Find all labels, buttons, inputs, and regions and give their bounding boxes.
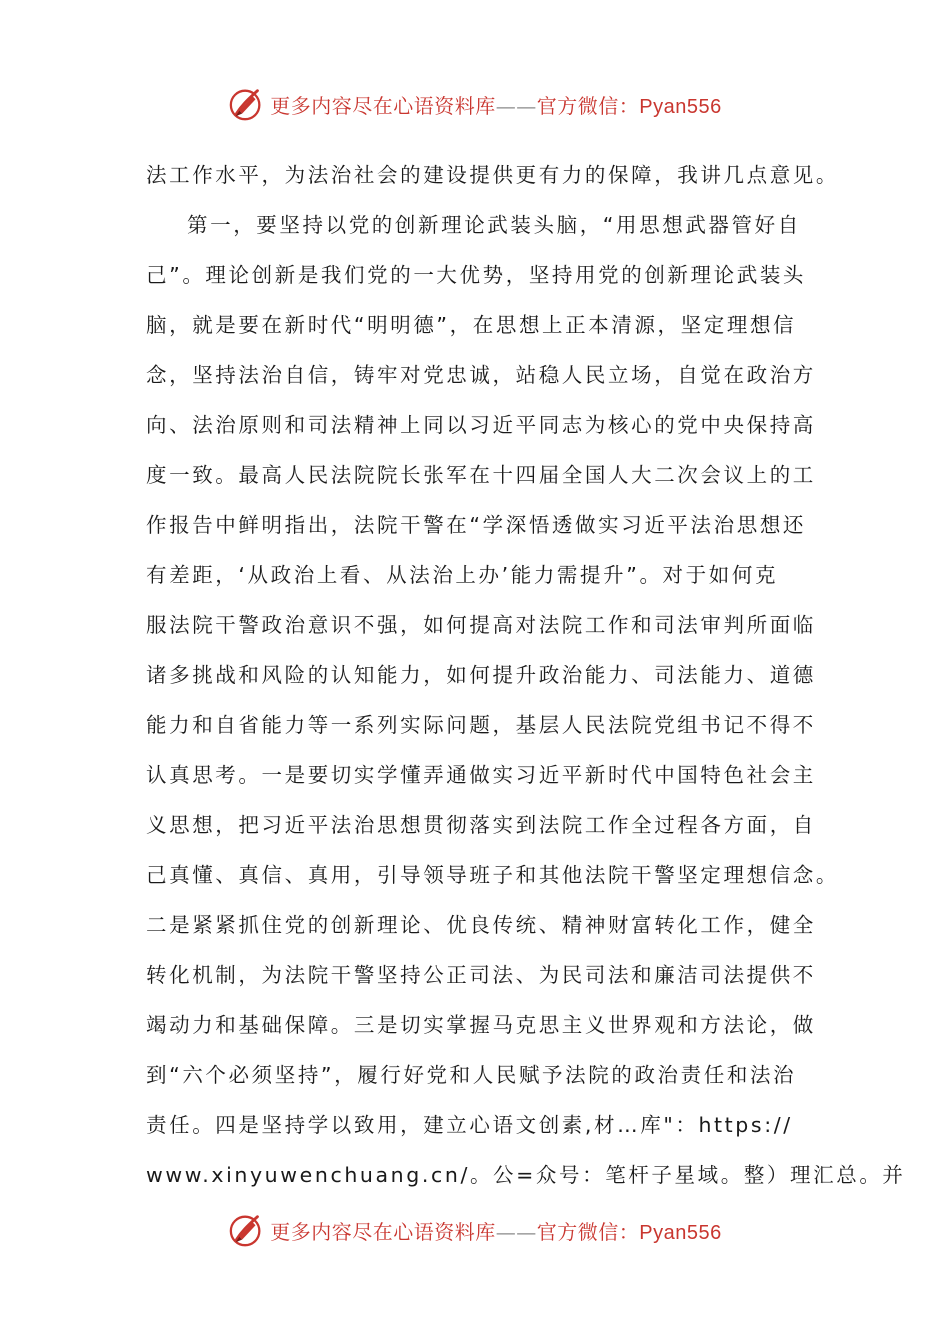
document-body (146, 150, 906, 1200)
text-line: 脑，就是要在新时代“明明德”，在思想上正本清源，坚定理想信 (146, 313, 797, 337)
text-line: 有差距，‘从政治上看、从法治上办’能力需提升”。对于如何克 (146, 563, 779, 587)
text-line: 义思想，把习近平法治思想贯彻落实到法院工作全过程各方面，自 (146, 813, 816, 837)
text-line: 责任。四是坚持学以致用，建立心语文创素,材…库"：https:// (146, 1113, 793, 1137)
text-line: 到“六个必须坚持”，履行好党和人民赋予法院的政治责任和法治 (146, 1063, 797, 1087)
footer-watermark-banner (0, 1208, 950, 1252)
pen-logo-icon (228, 1211, 266, 1249)
text-line: 诸多挑战和风险的认知能力，如何提升政治能力、司法能力、道德 (146, 663, 816, 687)
banner-separator: —— (495, 1219, 537, 1244)
banner-title: 更多内容尽在心语资料库 (270, 93, 496, 118)
text-line: 己真懂、真信、真用，引导领导班子和其他法院干警坚定理想信念。 (146, 863, 839, 887)
banner-text (270, 90, 721, 119)
text-line: 能力和自省能力等一系列实际问题，基层人民法院党组书记不得不 (146, 713, 816, 737)
text-line: 作报告中鲜明指出，法院干警在“学深悟透做实习近平法治思想还 (146, 513, 807, 537)
banner-wechat-label: 官方微信： (536, 93, 640, 118)
text-line: 转化机制，为法院干警坚持公正司法、为民司法和廉洁司法提供不 (146, 963, 816, 987)
banner-wechat-id: Pyan556 (639, 1221, 722, 1244)
text-line: 念，坚持法治自信，铸牢对党忠诚，站稳人民立场，自觉在政治方 (146, 363, 816, 387)
banner-separator: —— (495, 93, 537, 118)
pen-logo-icon (228, 85, 266, 123)
text-line: 竭动力和基础保障。三是切实掌握马克思主义世界观和方法论，做 (146, 1013, 816, 1037)
text-line: 二是紧紧抓住党的创新理论、优良传统、精神财富转化工作，健全 (146, 913, 816, 937)
banner-wechat-label: 官方微信： (536, 1219, 640, 1244)
banner-text (270, 1216, 721, 1245)
banner-wechat-id: Pyan556 (639, 95, 722, 118)
text-line: 度一致。最高人民法院院长张军在十四届全国人大二次会议上的工 (146, 463, 816, 487)
text-line: 向、法治原则和司法精神上同以习近平同志为核心的党中央保持高 (146, 413, 816, 437)
text-line: 法工作水平，为法治社会的建设提供更有力的保障，我讲几点意见。 (146, 163, 839, 187)
text-line: 服法院干警政治意识不强，如何提高对法院工作和司法审判所面临 (146, 613, 816, 637)
text-line: 认真思考。一是要切实学懂弄通做实习近平新时代中国特色社会主 (146, 763, 816, 787)
banner-title: 更多内容尽在心语资料库 (270, 1219, 496, 1244)
text-line: 第一，要坚持以党的创新理论武装头脑，“用思想武器管好自 (187, 213, 801, 237)
header-watermark-banner (0, 82, 950, 126)
text-line: 己”。理论创新是我们党的一大优势，坚持用党的创新理论武装头 (146, 263, 807, 287)
text-line: www.xinyuwenchuang.cn/。公=众号：笔杆子星域。整）理汇总。并 (146, 1163, 906, 1187)
